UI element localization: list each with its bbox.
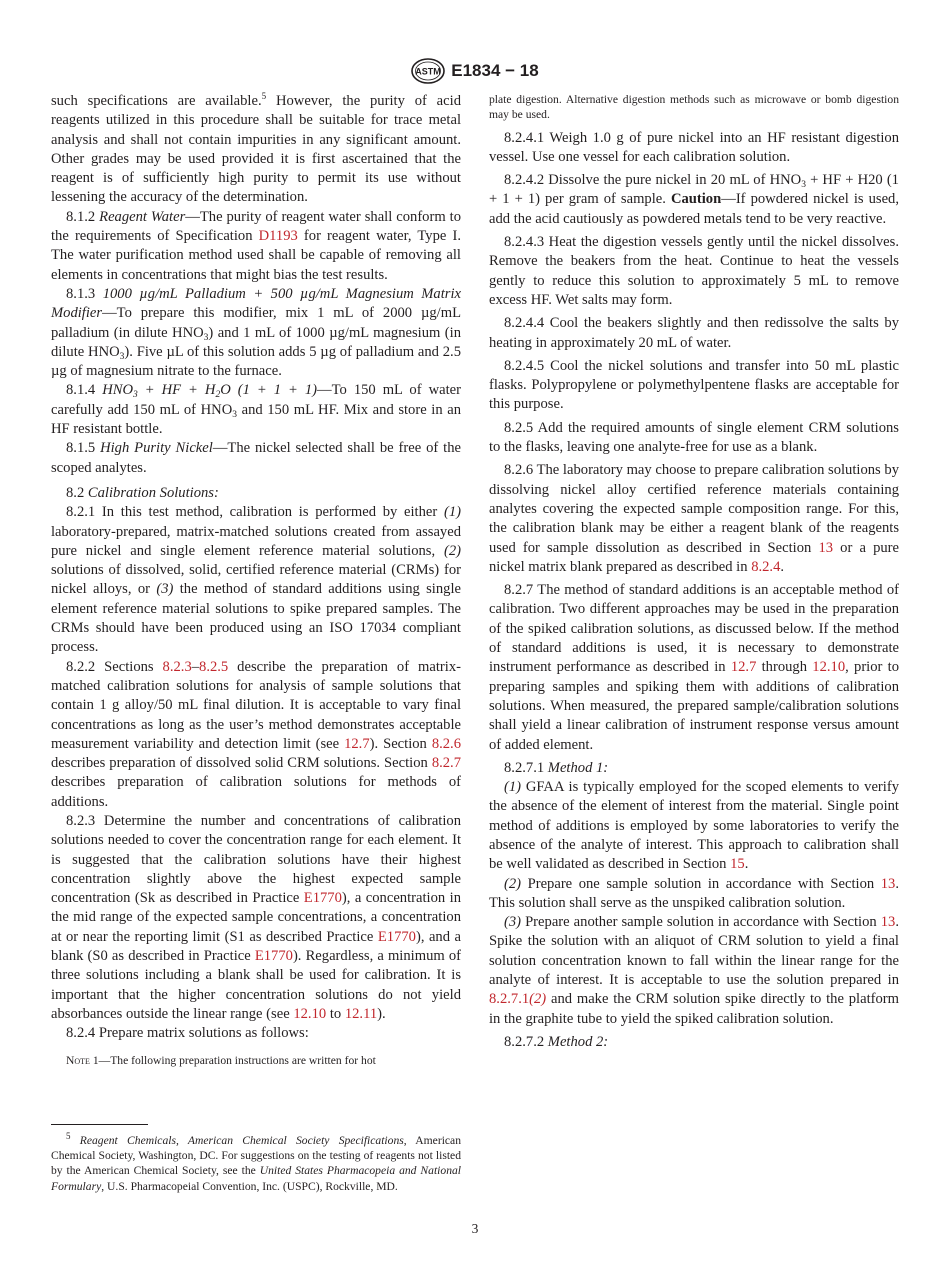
- note-1: Note 1—The following preparation instructions are written for hot: [66, 1053, 376, 1067]
- method-1-step-2: (2) Prepare one sample solution in accordance with Section 13. This solution shall serve as the unspiked calibration solution.: [489, 875, 899, 911]
- link-12-7[interactable]: 12.7: [344, 735, 370, 752]
- footnote-5: $^5$ Reagent Chemicals, American Chemical Society Specifications, American Chemical Society, Washington, DC. For suggestions on the testing of reagents not listed by the American Chemical Society, see the United States Pharmacopeia and National Formulary, U.S. Pharmacopeial Convention, Inc. (USPC), Rockville, MD.: [51, 1131, 462, 1193]
- link-12-10[interactable]: 12.10: [293, 1005, 327, 1022]
- link-e1770[interactable]: E1770: [303, 890, 342, 907]
- link-12-7[interactable]: 12.7: [730, 659, 757, 676]
- section-8-2-6: 8.2.6 The laboratory may choose to prepare calibration solutions by dissolving nickel alloy certified reference materials containing analytes covering the expected sample composition range. For this, the calibration blank may be either a reagent blank of the reagents used for sample dissolution as described in Section 13 or a pure nickel matrix blank prepared as described in 8.2.4.: [489, 462, 899, 575]
- link-section-15[interactable]: 15: [730, 856, 745, 873]
- link-8-2-7-1-2[interactable]: 8.2.7.1(2): [489, 991, 547, 1008]
- right-column: [489, 92, 899, 1052]
- section-8-1-2: 8.1.2 Reagent Water—The purity of reagent water shall conform to the requirements of Specification D1193 for reagent water, Type I. The water purification method used shall be capable of removing all elements in concentrations that might bias the test results.: [51, 208, 461, 283]
- document-designation: E1834 − 18: [451, 61, 539, 80]
- section-8-2-heading: 8.2 Calibration Solutions:: [66, 484, 219, 501]
- astm-logo-icon: [411, 58, 445, 84]
- link-e1770[interactable]: E1770: [254, 948, 293, 965]
- link-12-10[interactable]: 12.10: [812, 659, 846, 676]
- section-8-2-4: 8.2.4 Prepare matrix solutions as follows:: [66, 1025, 309, 1042]
- section-8-2-7-1-heading: 8.2.7.1 Method 1:: [504, 759, 609, 776]
- paragraph-continued: such specifications are available.$^5$ However, the purity of acid reagents utilized in this procedure shall be suitable for trace metal analysis and shall not contain impurities in any significant amount. Other grades may be used provided it is first ascertained that the reagent is of sufficiently high purity to permit its use without lessening the accuracy of the determination.: [51, 91, 461, 206]
- section-8-1-4: 8.1.4 $HNO_3$ + HF + $H_2O$ (1 + 1 + 1)—To 150 mL of water carefully add 150 mL of $HNO_3$ and 150 mL HF. Mix and store in an HF resistant bottle.: [51, 382, 461, 438]
- method-1-step-1: (1) GFAA is typically employed for the scoped elements to verify the absence of the element of interest from the material. Single point method of additions is employed by some laboratories to verify the absence of the analyte of interest. This approach to calibration shall be well validated as described in Section 15.: [489, 779, 899, 873]
- section-8-2-4-3: 8.2.4.3 Heat the digestion vessels gently until the nickel dissolves. Remove the beakers from the heat. Continue to heat the vessels gently to reduce this solution to approximately 5 mL to remove excess HF. Wet salts may form.: [489, 234, 899, 308]
- page-number: 3: [471, 1221, 479, 1236]
- section-8-2-4-5: 8.2.4.5 Cool the nickel solutions and transfer into 50 mL plastic flasks. Polypropylene or polymethylpentene flasks are acceptable for this purpose.: [489, 357, 899, 413]
- section-8-1-3: 8.1.3 1000 µg/mL Palladium + 500 µg/mL Magnesium Matrix Modifier—To prepare this modifier, mix 1 mL of 2000 µg/mL palladium (in dilute $HNO_3$) and 1 mL of 1000 µg/mL magnesium (in dilute $HNO_3$). Five µL of this solution adds 5 µg of palladium and 2.5 µg of magnesium nitrate to the furnace.: [51, 285, 461, 380]
- section-8-2-4-4: 8.2.4.4 Cool the beakers slightly and then redissolve the salts by heating in approximately 20 mL of water.: [489, 315, 899, 351]
- link-8-2-4[interactable]: 8.2.4: [751, 558, 781, 575]
- footnote-ref: 5: [261, 91, 267, 102]
- section-8-2-4-1: 8.2.4.1 Weigh 1.0 g of pure nickel into an HF resistant digestion vessel. Use one vessel for each calibration solution.: [489, 129, 899, 165]
- footnote-rule: [51, 1124, 148, 1125]
- section-8-2-7: 8.2.7 The method of standard additions is an acceptable method of calibration. Two different approaches may be used in the preparation of the spiked calibration solutions, as discussed below. If the method of standard additions is used, it is necessary to demonstrate instrument performance as described in 12.7 through 12.10, prior to preparing samples and spiking them with additions of calibration solutions. When measured, the prepared sample/calibration solutions shall yield a linear calibration of instrument response versus amount of added element.: [489, 582, 899, 753]
- link-section-13[interactable]: 13: [880, 875, 896, 892]
- link-section-13[interactable]: 13: [880, 914, 896, 931]
- link-section-13[interactable]: 13: [818, 539, 834, 556]
- section-8-2-1: 8.2.1 In this test method, calibration is performed by either (1) laboratory-prepared, matrix-matched solutions created from assayed pure nickel and single element reference material solutions, (2) solutions of dissolved, solid, certified reference material (CRMs) for nickel alloys, or (3) the method of standard additions using single element reference material solutions to spike prepared samples. The CRMs should have been produced using an ISO 17034 compliant process.: [51, 504, 461, 656]
- section-8-2-4-2: 8.2.4.2 Dissolve the pure nickel in 20 mL of $HNO_3$ + HF + H20 (1 + 1 + 1) per gram of sample. Caution—If powdered nickel is used, add the acid cautiously as powdered metals tend to be very reactive.: [489, 172, 899, 227]
- link-d1193[interactable]: D1193: [258, 228, 298, 245]
- link-e1770[interactable]: E1770: [377, 928, 416, 945]
- note-1-continued: plate digestion. Alternative digestion methods such as microwave or bomb digestion may be used.: [489, 93, 899, 122]
- link-8-2-7[interactable]: 8.2.7: [431, 755, 461, 772]
- link-8-2-3[interactable]: 8.2.3: [162, 658, 192, 675]
- left-column: [51, 92, 461, 1068]
- method-1-step-3: (3) Prepare another sample solution in accordance with Section 13. Spike the solution with an aliquot of CRM solution to yield a final solution concentration known to fall within the linear range for the analyte of interest. It is acceptable to use the solution prepared in 8.2.7.1(2) and make the CRM solution spike directly to the platform in the graphite tube to yield the spiked calibration solution.: [489, 914, 899, 1027]
- page-header: [0, 58, 950, 89]
- section-8-2-3: 8.2.3 Determine the number and concentrations of calibration solutions needed to cover the concentration range for each element. It is suggested that the calibration solutions have their highest concentration slightly above the highest expected sample concentration (Sk as described in Practice E1770), a concentration in the mid range of the expected sample concentrations, a concentration at or near the reporting limit (S1 as described Practice E1770), and a blank (S0 as described in Practice E1770). Regardless, a minimum of three solutions including a blank shall be used for calibration. It is important that the higher concentration solutions do not yield absorbances outside the linear range (see 12.10 to 12.11).: [51, 812, 461, 1022]
- link-8-2-5[interactable]: 8.2.5: [199, 658, 229, 675]
- section-8-2-7-2-heading: 8.2.7.2 Method 2:: [504, 1033, 609, 1050]
- link-8-2-6[interactable]: 8.2.6: [431, 735, 461, 752]
- section-8-2-5: 8.2.5 Add the required amounts of single element CRM solutions to the flasks, leaving one analyte-free for use as a blank.: [489, 419, 899, 456]
- svg-text:ASTM: ASTM: [415, 66, 442, 77]
- section-8-1-5: 8.1.5 High Purity Nickel—The nickel selected shall be free of the scoped analytes.: [51, 440, 461, 476]
- section-8-2-2: 8.2.2 Sections 8.2.3–8.2.5 describe the preparation of matrix-matched calibration solutions for analysis of sample solutions that contain 1 g alloy/50 mL final dilution. It is acceptable to vary final concentrations as long as the user’s method demonstrates acceptable measurement variability and detection limit (see 12.7). Section 8.2.6 describes preparation of dissolved solid CRM solutions. Section 8.2.7 describes preparation of calibration solutions for methods of additions.: [51, 658, 461, 810]
- link-12-11[interactable]: 12.11: [344, 1005, 378, 1022]
